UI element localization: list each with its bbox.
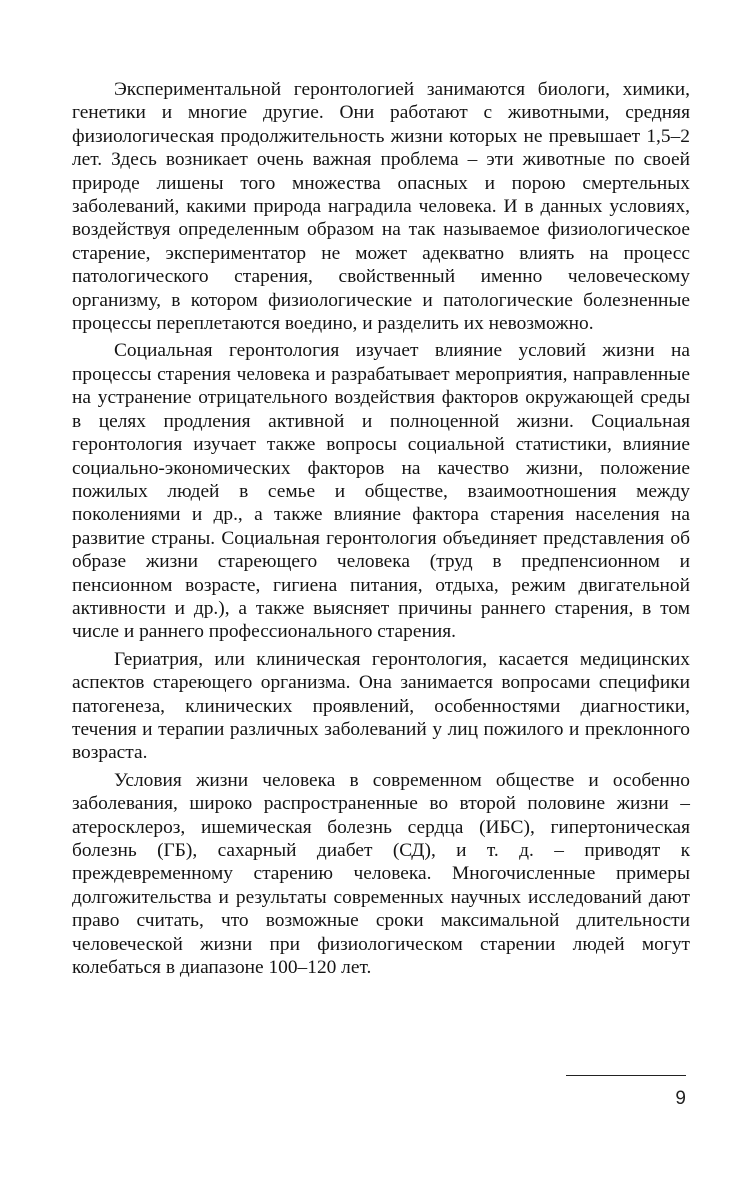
- page-body: [72, 78, 690, 979]
- paragraph-social-gerontology: Социальная геронтология изучает влияние условий жизни на процессы старения человека и разрабатывает мероприятия, направленные на устранение отрицательного воздействия факторов окружающей среды в целях продления активной и полноценной жизни. Социальная геронтология изучает также вопросы социальной статистики, влияние социально-экономических факторов на качество жизни, положение пожилых людей в семье и обществе, взаимоотношения между поколениями и др., а также влияние фактора старения населения на развитие страны. Социальная геронтология объединяет представления об образе жизни стареющего человека (труд в предпенсионном и пенсионном возрасте, гигиена питания, отдыха, режим двигательной активности и др.), а также выясняет причины раннего старения, в том числе и раннего профессионального старения.: [72, 340, 690, 643]
- paragraph-experimental-gerontology: Экспериментальной геронтологией занимаются биологи, химики, генетики и многие другие. Они работают с животными, средняя физиологическая продолжительность жизни которых не превышает 1,5–2 лет. Здесь возникает очень важная проблема – эти животные по своей природе лишены того множества опасных и порою смертельных заболеваний, какими природа наградила человека. И в данных условиях, воздействуя определенным образом на так называемое физиологическое старение, экспериментатор не может адекватно влиять на процесс патологического старения, свойственный именно человеческому организму, в котором физиологические и патологические болезненные процессы переплетаются воедино, и разделить их невозможно.: [72, 79, 690, 335]
- page-number: 9: [675, 1088, 686, 1109]
- footer-rule: [566, 1075, 686, 1076]
- paragraph-life-conditions: Условия жизни человека в современном обществе и особенно заболевания, широко распространенные во второй половине жизни – атеросклероз, ишемическая болезнь сердца (ИБС), гипертоническая болезнь (ГБ), сахарный диабет (СД), и т. д. – приводят к преждевременному старению человека. Многочисленные примеры долгожительства и результаты современных научных исследований дают право считать, что возможные сроки максимальной длительности человеческой жизни при физиологическом старении людей могут колебаться в диапазоне 100–120 лет.: [72, 769, 690, 979]
- paragraph-geriatrics: Гериатрия, или клиническая геронтология, касается медицинских аспектов стареющего организма. Она занимается вопросами специфики патогенеза, клинических проявлений, особенностями диагностики, течения и терапии различных заболеваний у лиц пожилого и преклонного возраста.: [72, 648, 690, 764]
